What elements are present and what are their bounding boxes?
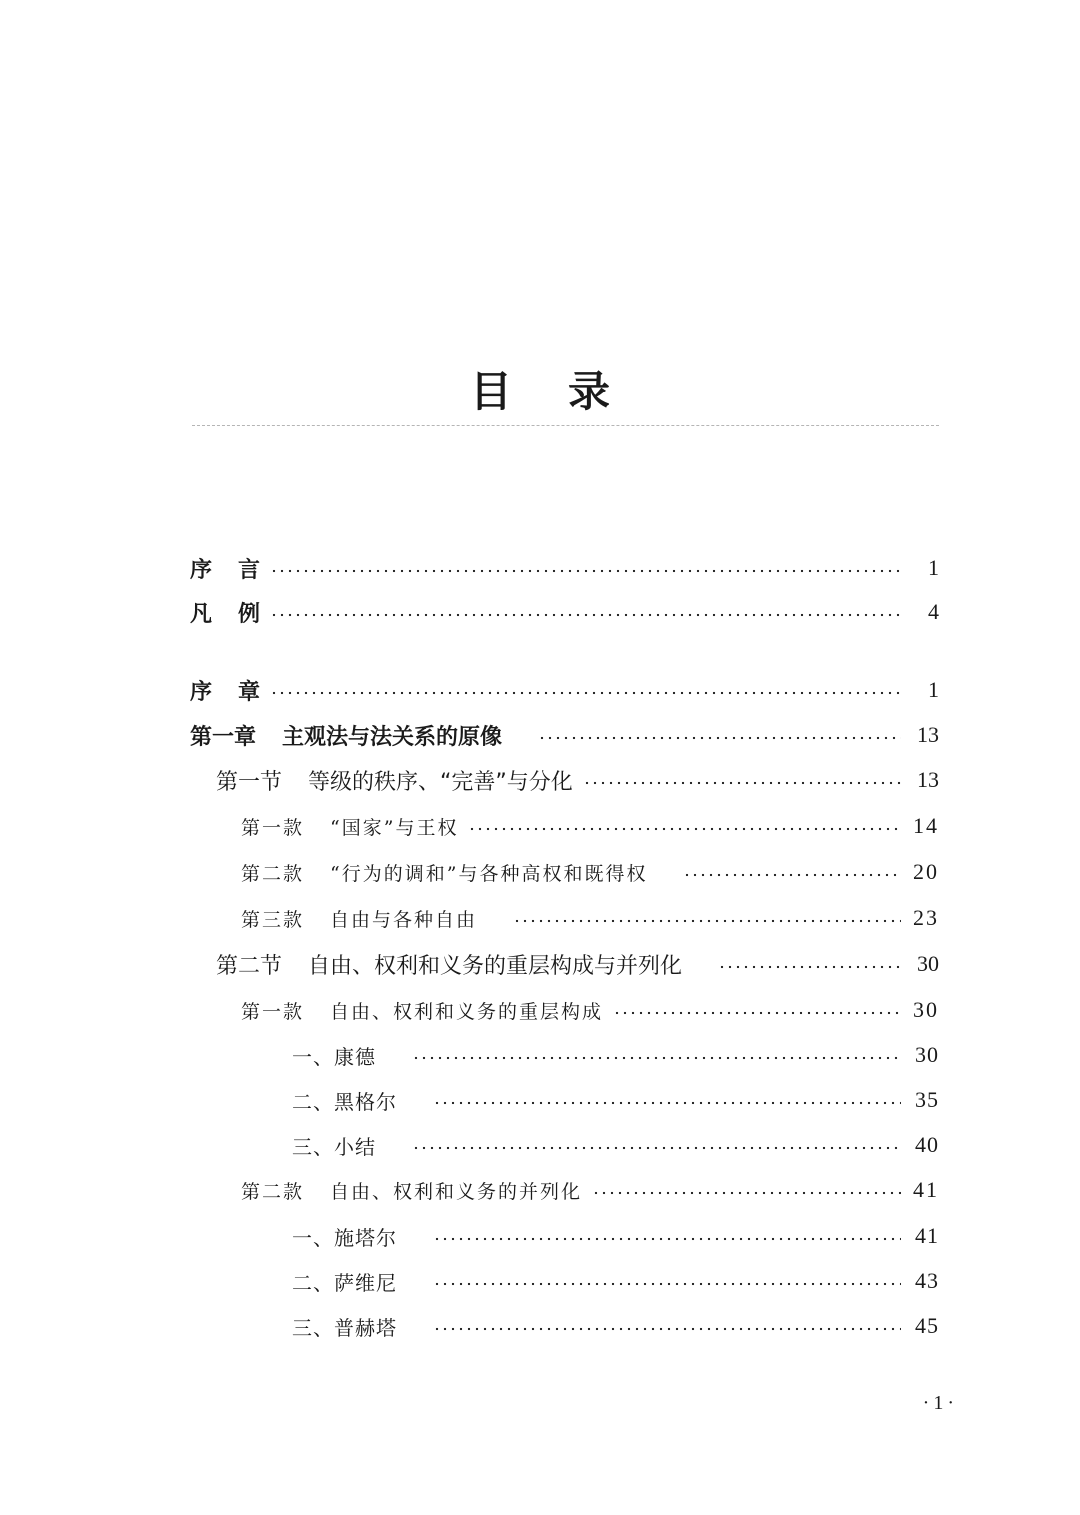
dot-leader xyxy=(538,736,901,740)
toc-item-label: 三、小结 xyxy=(292,1134,376,1159)
toc-page-number: 1 xyxy=(928,555,939,580)
dot-leader xyxy=(270,569,901,573)
toc-page-number: 45 xyxy=(915,1313,939,1338)
dot-leader xyxy=(583,781,901,785)
toc-page-number: 13 xyxy=(917,722,939,747)
toc-chapter-number: 第一章 xyxy=(190,724,257,750)
toc-article-title: “行为的调和”与各种高权和既得权 xyxy=(330,862,648,885)
toc-page-number: 30 xyxy=(913,997,939,1022)
toc-page-number: 35 xyxy=(915,1087,939,1112)
toc-entry-section-1-2[interactable] xyxy=(216,947,939,981)
toc-label-char: 序 xyxy=(190,557,213,583)
toc-item-label: 二、黑格尔 xyxy=(292,1089,397,1114)
title-char-1: 目 xyxy=(469,367,512,416)
dot-leader xyxy=(412,1056,901,1060)
dot-leader xyxy=(718,965,901,969)
toc-article-title: 自由、权利和义务的并列化 xyxy=(330,1180,583,1203)
page-folio: ·1· xyxy=(922,1392,958,1414)
dot-leader xyxy=(613,1011,901,1015)
dot-leader xyxy=(270,613,901,617)
toc-page-number: 40 xyxy=(915,1132,939,1157)
toc-section-number: 第一节 xyxy=(216,769,283,795)
toc-page-number: 13 xyxy=(917,767,939,792)
dot-leader xyxy=(412,1146,901,1150)
toc-entry-item-kant[interactable] xyxy=(292,1038,939,1072)
toc-item-label: 一、康德 xyxy=(292,1044,376,1069)
toc-entry-preface[interactable] xyxy=(190,551,939,585)
toc-article-number: 第一款 xyxy=(241,1000,305,1023)
title-char-2: 录 xyxy=(568,367,611,416)
toc-entry-conventions[interactable] xyxy=(190,595,939,629)
toc-page-number: 41 xyxy=(913,1177,939,1202)
dot-leader xyxy=(433,1327,901,1331)
dot-leader xyxy=(513,919,901,923)
toc-article-number: 第三款 xyxy=(241,908,305,931)
toc-item-label: 三、普赫塔 xyxy=(292,1315,397,1340)
toc-label-char: 凡 xyxy=(190,601,213,627)
toc-page-number: 30 xyxy=(917,951,939,976)
toc-page-number: 41 xyxy=(915,1223,939,1248)
dot-leader xyxy=(468,827,901,831)
toc-section-number: 第二节 xyxy=(216,953,283,979)
toc-page-number: 20 xyxy=(913,859,939,884)
toc-entry-prologue[interactable] xyxy=(190,673,939,707)
toc-page-number: 23 xyxy=(913,905,939,930)
toc-entry-section-1-1[interactable] xyxy=(216,763,939,797)
dot-leader xyxy=(270,691,901,695)
toc-entry-item-hegel[interactable] xyxy=(292,1083,939,1117)
toc-item-label: 一、施塔尔 xyxy=(292,1225,397,1250)
toc-label-char: 例 xyxy=(238,601,261,627)
toc-article-number: 第一款 xyxy=(241,816,305,839)
dot-leader xyxy=(592,1191,901,1195)
toc-entry-item-savigny[interactable] xyxy=(292,1264,939,1298)
toc-chapter-title: 主观法与法关系的原像 xyxy=(282,724,503,750)
toc-article-number: 第二款 xyxy=(241,1180,305,1203)
toc-entry-article-1-1-3[interactable] xyxy=(241,901,939,935)
toc-item-label: 二、萨维尼 xyxy=(292,1270,397,1295)
toc-page-number: 30 xyxy=(915,1042,939,1067)
toc-entry-article-1-1-2[interactable] xyxy=(241,855,939,889)
toc-page-number: 43 xyxy=(915,1268,939,1293)
toc-entry-item-summary[interactable] xyxy=(292,1128,939,1162)
toc-entry-article-1-1-1[interactable] xyxy=(241,809,939,843)
toc-entry-item-stahl[interactable] xyxy=(292,1219,939,1253)
toc-page-number: 4 xyxy=(928,599,939,624)
toc-page-number: 1 xyxy=(928,677,939,702)
toc-article-title: 自由、权利和义务的重层构成 xyxy=(330,1000,604,1023)
toc-entry-article-1-2-2[interactable] xyxy=(241,1173,939,1207)
toc-article-number: 第二款 xyxy=(241,862,305,885)
toc-section-title: 自由、权利和义务的重层构成与并列化 xyxy=(308,953,683,979)
toc-label-char: 言 xyxy=(238,557,261,583)
toc-article-title: “国家”与王权 xyxy=(330,816,459,839)
toc-entry-chapter-1[interactable] xyxy=(190,718,939,752)
dot-leader xyxy=(433,1282,901,1286)
toc-entry-item-puchta[interactable] xyxy=(292,1309,939,1343)
toc-section-title: 等级的秩序、“完善”与分化 xyxy=(308,769,573,795)
toc-label-char: 章 xyxy=(238,679,261,705)
toc-article-title: 自由与各种自由 xyxy=(330,908,478,931)
dot-leader xyxy=(433,1237,901,1241)
dot-leader xyxy=(433,1101,901,1105)
toc-entry-article-1-2-1[interactable] xyxy=(241,993,939,1027)
dot-leader xyxy=(683,873,901,877)
toc-label-char: 序 xyxy=(190,679,213,705)
toc-page-number: 14 xyxy=(913,813,939,838)
